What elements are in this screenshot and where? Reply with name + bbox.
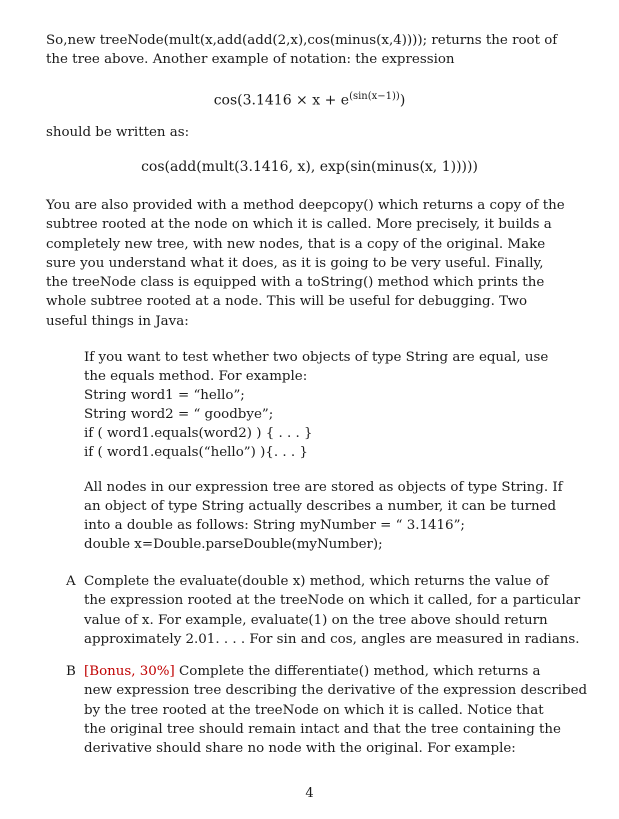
paragraph-line: useful things in Java:: [46, 313, 189, 329]
written-as-label: [46, 123, 566, 142]
task-line: Complete the evaluate(double x) method, which returns the value of: [84, 574, 549, 589]
deepcopy-paragraph: [46, 196, 566, 331]
tip-line: If you want to test whether two objects of type String are equal, use: [84, 350, 549, 365]
paragraph-line: sure you understand what it does, as it is going to be very useful. Finally,: [46, 255, 544, 271]
task-line: approximately 2.01. . . . For sin and cos, angles are measured in radians.: [84, 631, 580, 647]
paragraph-line: completely new tree, with new nodes, that is a copy of the original. Make: [46, 236, 546, 252]
task-line: the original tree should remain intact and that the tree containing the: [84, 721, 561, 737]
code-line: double x=Double.parseDouble(myNumber);: [84, 537, 383, 552]
task-b-first-line: Complete the differentiate() method, which returns a: [174, 664, 541, 679]
paragraph-line: You are also provided with a method deepcopy() which returns a copy of the: [46, 198, 565, 213]
tip-line: an object of type String actually describes a number, it can be turned: [84, 499, 557, 514]
intro-paragraph: [46, 31, 566, 70]
java-tip-parse: [84, 478, 564, 554]
code-line: String word2 = “ goodbye”;: [84, 407, 274, 422]
paragraph-line: subtree rooted at the node on which it is called. More precisely, it builds a: [46, 217, 552, 233]
code-line: String word1 = “hello”;: [84, 388, 245, 403]
page-number: 4: [305, 786, 314, 801]
code-line: if ( word1.equals(word2) ) { . . . }: [84, 426, 313, 441]
task-b-label: B: [66, 664, 76, 679]
task-a-label: A: [66, 574, 76, 589]
tip-line: into a double as follows: String myNumber = “ 3.1416”;: [84, 518, 465, 533]
tip-line: the equals method. For example:: [84, 369, 308, 384]
expression-base: cos(3.1416 × x + e: [213, 92, 350, 109]
intro-line: the tree above. Another example of notation: the expression: [46, 52, 455, 68]
task-b-body: [84, 662, 588, 758]
task-line: by the tree rooted at the treeNode on which it is called. Notice that: [84, 702, 544, 718]
notation-display: [0, 159, 619, 175]
intro-line: So,new treeNode(mult(x,add(add(2,x),cos(minus(x,4)))); returns the root of: [46, 33, 558, 48]
task-line: the expression rooted at the treeNode on which it called, for a particular: [84, 593, 581, 609]
task-line: value of x. For example, evaluate(1) on the tree above should return: [84, 612, 548, 628]
paragraph-line: whole subtree rooted at a node. This will be useful for debugging. Two: [46, 294, 528, 310]
java-tip-equals: [84, 348, 564, 462]
paragraph-line: the treeNode class is equipped with a toString() method which prints the: [46, 275, 545, 291]
task-line: derivative should share no node with the original. For example:: [84, 741, 516, 757]
task-a-body: [84, 572, 581, 649]
expression-display: [0, 91, 619, 109]
notation-text: cos(add(mult(3.1416, x), exp(sin(minus(x, 1))))): [141, 159, 478, 175]
task-line: [84, 662, 564, 681]
expression-close: ): [399, 92, 406, 109]
written-as-text: should be written as:: [46, 125, 190, 140]
task-line: new expression tree describing the derivative of the expression described: [84, 683, 588, 699]
bonus-badge: [Bonus, 30%]: [84, 664, 175, 679]
tip-line: All nodes in our expression tree are stored as objects of type String. If: [84, 480, 563, 495]
code-line: if ( word1.equals(“hello”) ){. . . }: [84, 445, 308, 460]
expression-exponent: (sin(x−1)): [349, 91, 400, 102]
